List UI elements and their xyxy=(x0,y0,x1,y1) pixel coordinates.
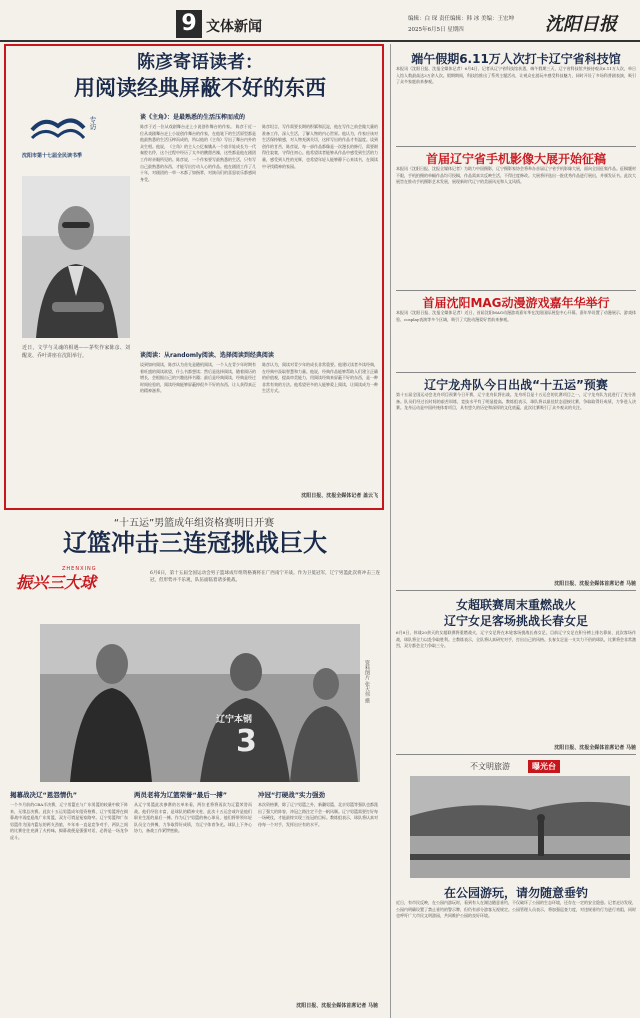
story-text-c: 谈到如何阅读，陈彦认为首先是随机阅读，一个人在青少年时期有着旺盛的阅读欲望，什么书都想读；然后是选择阅读，随着阅历的增长，会根据自己的兴趣选择书籍；最后是经典阅读，经典是经过时间检验的，阅读经典能够屏蔽掉很多不好的东西，让人获得真正的精神滋养。 xyxy=(140,362,256,394)
page-header xyxy=(0,0,640,44)
basketball-sub2: 两员老将为辽篮荣誉“最后一搏” xyxy=(134,791,228,799)
civility-title: 在公园游玩，请勿随意垂钓 xyxy=(443,886,588,900)
right-story-5-byline: 沈阳日报、沈报全媒体首席记者 马驰 xyxy=(554,745,636,751)
right-story-5-title-1: 女超联赛周末重燃战火 xyxy=(455,598,576,612)
basketball-col1: 一个多月前的CBA半决赛，辽宁男篮在与广东男篮的较量中败下阵来，无缘总决赛。此次十五运男篮成年组资格赛，辽宁男篮将在揭幕战中再度迎战广东男篮，双方可谓是冤家路窄。辽宁男篮和广东男篮作为国内篮坛的两支劲旅，多年来一直是竞争对手，两队之间的比赛往往充满了火药味。揭幕战便是强强对话，必将是一场龙争虎斗。 xyxy=(10,802,128,840)
right-story-4-text: 第十五届全国运动会龙舟项目预赛今日开赛，辽宁龙舟队将出战。龙舟项目是十五运会的比赛项目之一，辽宁龙舟队为此进行了充分准备。队员们经过长时间的艰苦训练，竞技水平有了明显提高。教练组表示，球队将以最佳状态迎接比赛，争取取得好成绩，力争进入决赛。龙舟运动是中国传统体育项目，具有悠久的历史和深厚的文化底蕴，此次比赛吸引了众多观众的关注。 xyxy=(396,392,636,411)
basketball-title: 辽篮冲击三连冠挑战巨大 xyxy=(63,529,327,557)
book-logo-icon xyxy=(22,108,112,148)
main-story-title-line1: 陈彦寄语读者： xyxy=(137,52,263,73)
basketball-photo xyxy=(40,624,360,782)
column-caption: 沈阳市第十七届全民读书季 xyxy=(22,153,83,159)
author-photo xyxy=(22,176,130,338)
right-story-4-title: 辽宁龙舟队今日出战“十五运”预赛 xyxy=(424,378,608,392)
zhenxing-logo-text: 振兴三大球 xyxy=(16,573,97,592)
right-story-2-text: 本报讯（沈阳日报、沈报全媒体记者）为助力中国摄影，辽宁摄影家协会将举办首届辽宁省手机影像大展，面向全国征集作品。征稿题材不限，手机拍摄的单幅作品均可投稿，作品需真实反映生活，不得过度修改。大展将评选出一批优秀作品进行展出，并颁发证书。此次大展旨在推动手机摄影艺术发展，展现新时代辽宁的美丽风光和人文风情。 xyxy=(396,166,636,185)
jersey-team: 辽宁本钢 xyxy=(216,715,253,725)
photo-caption: 近日，文学与灵魂的相遇——茅奖作家陈彦、刘醒龙、乔叶讲座在沈阳举行。 xyxy=(22,345,130,359)
right-story-1-text: 本报讯（沈阳日报、沈报全媒体记者）6月4日，记者从辽宁省科技馆获悉，端午假期三天，辽宁省科技馆共接待观众6.11万人次，单日入馆人数最高达3万余人次。假期期间，科技馆推出了系列主题活动，让观众在游玩中感受科技魅力，同时开设了多场科普剧表演，吸引了众多家庭前来参观。 xyxy=(396,66,636,85)
basketball-col3: 本次资格赛，除了辽宁男篮之外，新疆男篮、北京男篮等强队也都派出了强大的阵容，冲冠之路注定不会一帆风顺。辽宁男篮需要打好每一场硬仗，才能最终实现三连冠的目标。教练组表示，球队将认真对待每一个对手，发挥出应有的水平。 xyxy=(258,802,378,827)
basketball-lead: 6月6日，第十五届全国运动会男子篮球成年组资格赛将在广西南宁开战。作为卫冕冠军，辽宁男篮此次将冲击三连冠，但形势并不乐观，队伍面临着诸多挑战。 xyxy=(150,571,380,583)
right-story-3-title: 首届沈阳MAG动漫游戏嘉年华举行 xyxy=(422,296,610,310)
right-story-1-title: 端午假期6.11万人次打卡辽宁省科技馆 xyxy=(411,52,621,66)
civility-banner xyxy=(470,760,610,774)
jersey-number: 3 xyxy=(236,724,257,759)
story-text-d: 陈彦认为，阅读对青少年的成长非常重要。他建议读者多读经典，在经典中汲取智慧和力量。他说，经典作品能够帮助人们建立正确的价值观，提高审美能力，用阅读经典来屏蔽不好的东西，是一种非常有效的方法。他希望更多的人能够爱上阅读，让阅读成为一种生活方式。 xyxy=(262,362,378,394)
civility-text: 近日，有市民反映，在公园内游玩时，看到有人在湖边随意垂钓，不仅破坏了公园的生态环境，还存在一定的安全隐患。记者走访发现，公园内明确设置了禁止垂钓的警示牌，但仍有部分游客无视规定。公园管理人员表示，将加强巡查力度，对违规垂钓行为进行劝阻，同时也呼吁广大市民文明游园，共同维护公园的良好环境。 xyxy=(396,900,636,919)
story-text-a: 陈彦于近一位从戏剧舞台走上小说创作舞台的作家。 陈彦于近一位从戏剧舞台走上小说创作舞台的作家，在他笔下的生活原型都是他最熟悉的生活压榨而成的，所以他的《主角》写出了舞台内外的众生相。他说，《主角》的主人公忆秦娥从一个放羊娃成长为一代秦腔名伶，这个过程中经历了太多的酸甜苦辣，这些都是他在剧团工作时亲眼所见的。陈彦说，一个作家要写最熟悉的生活，只有写自己最熟悉的东西，才能写出打动人心的作品。他在剧团工作了几十年，对剧团的一草一木都了如指掌，对演员们的喜怒哀乐都感同身受。 xyxy=(140,124,256,182)
section-title: 文体新闻 xyxy=(206,19,262,35)
right-story-2-title: 首届辽宁省手机影像大展开始征稿 xyxy=(425,152,606,166)
column-tag: 专访 xyxy=(89,116,97,130)
park-photo xyxy=(410,776,630,878)
basketball-kicker: “十五运”男篮成年组资格赛明日开赛 xyxy=(113,518,275,529)
right-story-5-text: 6月8日，休战20余天的女超联赛将重燃战火，辽宁女足将在本轮客场挑战长春女足。目前辽宁女足在积分榜上排名靠前，此次客场作战，球队将全力以赴争取胜利。主教练表示，全队将认真研究对手，打出自己的风格。长春女足是一支实力不俗的球队，比赛将会非常激烈，双方都会全力争取三分。 xyxy=(396,630,636,649)
basketball-col2: 从辽宁男篮此次参赛的名单来看，两位老将将再次为辽篮荣誉而战。他们经验丰富，是球队的精神支柱，此次十五运会或许是他们职业生涯的最后一搏。作为辽宁男篮的核心球员，他们将带领年轻队员全力拼搏，力争取得好成绩，为辽宁体育争光。球队上下齐心协力，备战工作紧锣密鼓。 xyxy=(134,802,252,834)
main-story-byline: 沈阳日报、沈报全媒体记者 盖云飞 xyxy=(301,493,378,499)
editor-line: 编辑：白 琛 责任编辑：韩 冰 美编：王宏坤 xyxy=(408,16,514,22)
paper-logo: 沈阳日报 xyxy=(545,14,617,35)
story-text-b: 陈彦坦言，写作需要长期的积累和沉淀，他在写作之前会做大量的准备工作，深入生活，了解人物的内心世界。他认为，作家应该对生活保持敏感，对人物充满关切，这样写出的作品才有温度。谈到创作的甘苦，陈彦说，每一部作品都像是一次漫长的修行，需要耐得住寂寞，守得住初心。他希望读者能够从作品中感受到生活的力量，感受到人性的光辉，也希望年轻人能够静下心来读书，在阅读中寻找精神的家园。 xyxy=(262,124,378,169)
page-number: 9 xyxy=(176,10,202,38)
basketball-sub3: 冲冠“打硬战”实力强劲 xyxy=(258,791,326,799)
civility-banner-left: 不文明旅游 xyxy=(470,762,510,771)
column-logo xyxy=(22,108,112,168)
basketball-byline: 沈阳日报、沈报全媒体首席记者 马驰 xyxy=(296,1003,378,1009)
right-story-3-text: 本报讯（沈阳日报、沈报全媒体记者）近日，首届沈阳MAG动漫游戏嘉年华在沈阳国际展览中心开幕。嘉年华设置了动漫展示、游戏体验、cosplay表演等多个区域，吸引了大批动漫爱好者前来参观。 xyxy=(396,310,636,322)
subhead-2: 谈阅读：从randomly阅读、选择阅读到经典阅读 xyxy=(140,352,274,359)
subhead-1: 谈《主角》：是最熟悉的生活压榨而成的 xyxy=(140,114,246,121)
civility-banner-right: 曝光台 xyxy=(528,760,560,773)
photo-credit: 资料图片 张大伟 摄 xyxy=(364,660,370,704)
basketball-sub1: 揭幕战决辽“恩怨情仇” xyxy=(10,791,78,799)
zhenxing-column-logo xyxy=(14,566,134,616)
zhenxing-logo-en: ZHENXING xyxy=(62,566,97,572)
right-story-5-title-2: 辽宁女足客场挑战长春女足 xyxy=(443,614,588,628)
issue-date: 2025年6月5日 星期四 xyxy=(408,27,464,33)
right-story-4-byline: 沈阳日报、沈报全媒体首席记者 马驰 xyxy=(554,581,636,587)
main-story-title-line2: 用阅读经典屏蔽不好的东西 xyxy=(74,76,326,100)
